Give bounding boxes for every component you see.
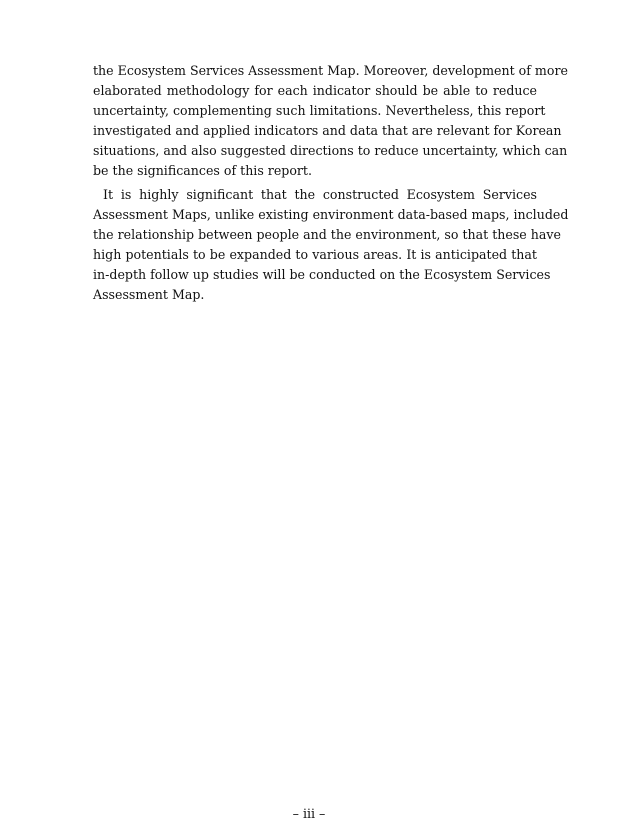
- text-line: uncertainty, complementing such limitations. Nevertheless, this report: [93, 103, 546, 118]
- text-line: Assessment Map.: [93, 287, 205, 302]
- text-line: situations, and also suggested directions to reduce uncertainty, which can: [93, 143, 568, 158]
- page-number: – iii –: [292, 806, 326, 821]
- body-text: [93, 61, 569, 305]
- text-line: high potentials to be expanded to various areas. It is anticipated that: [93, 247, 537, 262]
- text-line: Assessment Maps, unlike existing environment data-based maps, included: [93, 207, 569, 222]
- text-line: in-depth follow up studies will be conducted on the Ecosystem Services: [93, 267, 551, 282]
- paragraph-1: [93, 61, 568, 181]
- text-line: the relationship between people and the environment, so that these have: [93, 227, 561, 242]
- paragraph-2: [93, 185, 569, 305]
- text-line: It is highly significant that the constructed Ecosystem Services: [103, 187, 537, 202]
- text-line: be the significances of this report.: [93, 163, 312, 178]
- text-line: investigated and applied indicators and data that are relevant for Korean: [93, 123, 562, 138]
- text-line: the Ecosystem Services Assessment Map. Moreover, development of more: [93, 63, 568, 78]
- text-line: elaborated methodology for each indicator should be able to reduce: [93, 83, 537, 98]
